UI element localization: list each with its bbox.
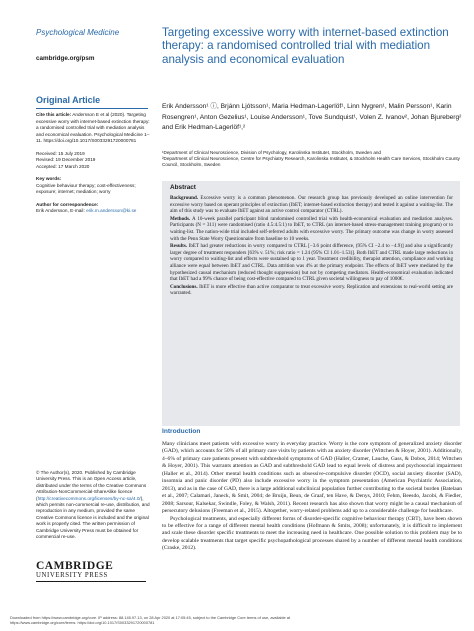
cite-text: Andersson E et al (2020). Targeting excessive worry with internet-based extinction therapy: a randomised controlled trial with mediation analysis and economical evaluation. Psychological Medicine 1–11. https://doi.org/10.1017/S0033291720000781 bbox=[36, 112, 150, 143]
abstract-background bbox=[170, 195, 453, 215]
abstract-conclusions bbox=[170, 284, 453, 297]
abstract-methods bbox=[170, 216, 453, 242]
paragraph: Many clinicians meet patients with excessive worry in everyday practice. Worry is the core symptom of generalized anxiety disorder (GAD), which accounts for 50% of all primary care visits by patients with an anxiety disorder (Wittchen & Hoyer, 2001). Additionally, 4–6% of primary care patients present with subthreshold symptoms of GAD (Haller, Cramer, Lauche, Gass, & Dobos, 2014; Wittchen & Hoyer, 2001). This warrants attention as GAD and subthreshold GAD lead to equal levels of distress and psychosocial impairment (Haller et al., 2014). Other mental health conditions such as obsessive-compulsive disorder (OCD), social anxiety disorder (SAD), insomnia and panic disorder (PD) also include excessive worry in the symptom presentation (American Psychiatric Association, 2013), and as in the case of GAD, there is a large additional subclinical population further contributing to the societal burden (Batelaan et al., 2007; Calamari, Janeck, & Smit, 2004; de Bruijn, Beun, de Graaf, ten Have, & Denys, 2010; Fehm, Beesdo, Jacobi, & Fiedler, 2008; Sarsour, Kalsekar, Swindle, Foley, & Walsh, 2011). Recent research has also shown that worry might be a causal mechanism of persecutory delusions (Freeman et al., 2015). Altogether, worry-related problems add up to a considerable challenge for healthcare. bbox=[162, 441, 462, 515]
publisher-logo bbox=[36, 560, 146, 582]
license-text-part2: ), which permits non-commercial re-use, distribution, and reproduction in any medium, provided the same Creative Commons licence is included and the original work is properly cited. The written permission of Cambridge University Press must be obtained for commercial re-use. bbox=[36, 495, 150, 540]
keywords-text: Cognitive behaviour therapy; cost-effectiveness; exposure; internet; mediation; worry bbox=[36, 182, 136, 194]
introduction-body bbox=[162, 441, 462, 553]
logo-divider bbox=[36, 581, 146, 582]
section-label: Background. bbox=[170, 195, 199, 201]
correspondence-email-link[interactable]: erik.m.andersson@ki.se bbox=[86, 208, 137, 213]
cite-label: Cite this article: bbox=[36, 112, 72, 117]
abstract-heading: Abstract bbox=[170, 184, 196, 191]
affiliation-2: ²Department of Clinical Neuroscience, Centre for Psychiatry Research, Karolinska Institutet, & Stockholm Health Care Services, Stockholm County Council, Stockholm, Sweden bbox=[162, 156, 460, 168]
section-label: Methods. bbox=[170, 215, 191, 222]
license-link[interactable]: http://creativecommons.org/licenses/by-nc-sa/4.0/ bbox=[37, 495, 141, 501]
publisher-name: CAMBRIDGE bbox=[36, 560, 114, 572]
correspondence-name: Erik Andersson, bbox=[36, 208, 69, 213]
article-title: Targeting excessive worry with internet-based extinction therapy: a randomised controlled trial with mediation analysis and economical evaluation bbox=[162, 26, 449, 66]
keywords-label: Key words: bbox=[36, 176, 62, 181]
footer-line: Downloaded from https://www.cambridge.org/core. IP address: 88.145.97.13, on 28 Apr 2020 at 17:05:45, subject to the Cambridge Core terms of use, available at bbox=[10, 615, 290, 620]
correspondence-label: Author for correspondence: bbox=[36, 201, 99, 207]
affiliation-1: ¹Department of Clinical Neuroscience, Division of Psychology, Karolinska Institutet, Stockholm, Sweden and bbox=[162, 150, 381, 155]
download-footer bbox=[10, 615, 470, 625]
section-text: Excessive worry is a common phenomenon. Our research group has previously developed an online intervention for excessive worry based on operant principles of extinction (IbET; internet-based extinction therapy) and tested it against a waiting-list. The aim of this study was to evaluate IbET against an active control comparator (CTRL). bbox=[170, 195, 453, 215]
divider bbox=[36, 108, 148, 109]
footer-line: https://www.cambridge.org/core/terms. https://doi.org/10.1017/S0033291720000781 bbox=[10, 620, 155, 626]
email-label: E-mail: bbox=[70, 208, 85, 213]
journal-site[interactable]: cambridge.org/psm bbox=[36, 55, 95, 62]
section-text: IbET had greater reductions in worry compared to CTRL [−3.6 point difference, (95% CI −2.4 to −4.9)] and also a significantly larger degree of treatment responders [63% v. 51%; risk ratio = 1.24 (95% CI 1.01–1.53)]. Both IbET and CTRL made large reductions in worry compared to waiting-list and effects were sustained up to 1 year. Treatment credibility, therapist attention, compliance and working alliance were equal between IbET and CTRL. Data attrition was 4% at the primary endpoint. The effects of IbET were mediated by the hypothesized causal mechanism (reduced thought suppression) but not by competing mediators. Health-economical evaluation indicated that IbET had a 99% chance of being cost-effective compared to CTRL given societal willingness to pay of 1000€. bbox=[170, 243, 453, 283]
revised-date: Revised: 19 December 2019 bbox=[36, 157, 96, 162]
license-text bbox=[36, 470, 152, 540]
paragraph: Psychological treatments, and especially different forms of disorder-specific cognitive behaviour therapy (CBT), have been shown to be effective for a range of different mental health conditions (Hofmann & Smits, 2008); unfortunately, it is difficult to implement and scale these disorder specific treatments to meet the increasing need in healthcare. One possible solution to this problem may be to develop scalable treatments that target specific psychopathological processes shared by a number of different mental health conditions (Craske, 2012). bbox=[162, 515, 462, 552]
license-text-part1: © The Author(s), 2020. Published by Cambridge University Press. This is an Open Access article, distributed under the terms of the Creative Commons Attribution-NonCommercial-ShareAlike licence ( bbox=[36, 470, 147, 501]
section-text: IbET is more effective than active comparator to treat excessive worry. Replication and extensions to real-world setting are warranted. bbox=[170, 283, 453, 297]
introduction-heading: Introduction bbox=[162, 428, 201, 435]
received-date: Received: 15 July 2019 bbox=[36, 150, 85, 156]
abstract-body bbox=[170, 195, 453, 298]
abstract-results bbox=[170, 243, 453, 283]
article-type: Original Article bbox=[36, 95, 101, 105]
section-label: Conclusions. bbox=[170, 283, 198, 290]
section-text: A 10-week parallel participant blind randomised controlled trial with health-economical evaluation and mediation analyses. Participants (N = 311) were randomised (ratio 4.5:4.5:1) to IbET, to CTRL (an internet-based stress-management training program) or to waiting-list. The nation-wide trial included self-referred adults with excessive worry. The primary outcome was change in worry assessed with the Penn State Worry Questionnaire from baseline to 10 weeks. bbox=[170, 215, 453, 242]
section-label: Results. bbox=[170, 243, 188, 250]
publisher-sub: UNIVERSITY PRESS bbox=[36, 572, 108, 579]
journal-name: Psychological Medicine bbox=[36, 28, 120, 37]
article-metadata bbox=[36, 112, 152, 215]
affiliations bbox=[162, 150, 462, 169]
author-list: Erik Andersson¹ ⓘ, Brjánn Ljótsson¹, Maria Hedman-Lagerlöf¹, Linn Nygren¹, Malin Persson¹, Karin Rosengren¹, Anton Gezelius¹, Louise Andersson¹, Tove Sundquist¹, Volen Z. Ivanov², Johan Bjureberg² and Erik Hedman-Lagerlöf¹,² bbox=[162, 103, 462, 132]
accepted-date: Accepted: 17 March 2020 bbox=[36, 163, 90, 169]
